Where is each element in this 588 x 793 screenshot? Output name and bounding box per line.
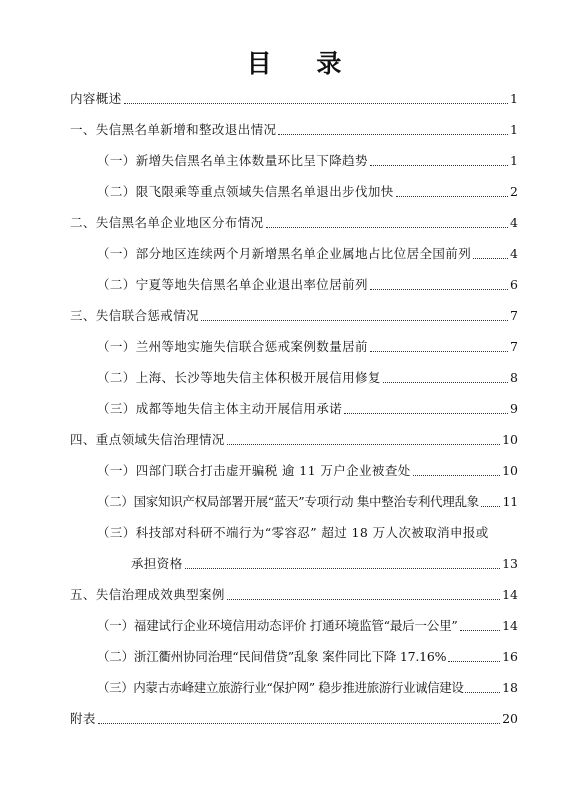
toc-leader-dots bbox=[383, 382, 508, 383]
toc-entry-text: （二）国家知识产权局部署开展“蓝天”专项行动 集中整治专利代理乱象 bbox=[97, 494, 479, 509]
toc-entry-text: （三）成都等地失信主体主动开展信用承诺 bbox=[97, 401, 343, 416]
toc-page-number: 7 bbox=[510, 339, 518, 354]
toc-leader-dots bbox=[185, 568, 500, 569]
toc-entry-text: （一）四部门联合打击虚开骗税 逾 11 万户企业被查处 bbox=[97, 463, 411, 478]
toc-leader-dots bbox=[396, 196, 508, 197]
toc-leader-dots bbox=[266, 227, 509, 228]
toc-leader-dots bbox=[201, 320, 508, 321]
toc-entry-text: 附表 bbox=[70, 711, 96, 726]
toc-entry[interactable] bbox=[70, 308, 518, 324]
toc-entry[interactable] bbox=[97, 401, 518, 417]
toc-page-number: 20 bbox=[502, 711, 518, 726]
toc-entry[interactable] bbox=[97, 618, 518, 634]
toc-page-number: 10 bbox=[502, 432, 518, 447]
toc-entry[interactable] bbox=[97, 277, 518, 293]
toc-entry[interactable] bbox=[70, 432, 518, 448]
toc-entry[interactable] bbox=[97, 339, 518, 355]
toc-page-number: 18 bbox=[502, 680, 518, 695]
toc-leader-dots bbox=[370, 289, 508, 290]
toc-entry[interactable] bbox=[70, 587, 518, 603]
toc-entry-text: （一）部分地区连续两个月新增黑名单企业属地占比位居全国前列 bbox=[97, 246, 472, 261]
toc-page-number: 14 bbox=[502, 587, 518, 602]
toc-page-number: 14 bbox=[502, 618, 518, 633]
toc-leader-dots bbox=[481, 506, 501, 507]
toc-leader-dots bbox=[473, 258, 508, 259]
toc-page-number: 4 bbox=[510, 215, 518, 230]
toc-leader-dots bbox=[413, 475, 500, 476]
toc-leader-dots bbox=[465, 692, 500, 693]
toc-leader-dots bbox=[278, 134, 508, 135]
toc-title: 目 录 bbox=[246, 49, 360, 78]
toc-entry-text: （三）内蒙古赤峰建立旅游行业“保护网” 稳步推进旅游行业诚信建设 bbox=[97, 680, 464, 695]
toc-page-number: 2 bbox=[510, 184, 518, 199]
toc-entry-text: （二）上海、长沙等地失信主体积极开展信用修复 bbox=[97, 370, 381, 385]
toc-leader-dots bbox=[227, 444, 500, 445]
toc-leader-dots bbox=[227, 599, 500, 600]
toc-leader-dots bbox=[344, 413, 508, 414]
toc-page-number: 13 bbox=[502, 556, 518, 571]
toc-page-number: 1 bbox=[510, 122, 518, 137]
toc-entry-text: 二、失信黑名单企业地区分布情况 bbox=[70, 215, 264, 230]
toc-entry-text: （一）福建试行企业环境信用动态评价 打通环境监管“最后一公里” bbox=[97, 618, 458, 633]
toc-page-number: 10 bbox=[502, 463, 518, 478]
toc-page-number: 7 bbox=[510, 308, 518, 323]
toc-page-number: 6 bbox=[510, 277, 518, 292]
toc-entry[interactable] bbox=[97, 370, 518, 386]
toc-entry[interactable] bbox=[97, 153, 518, 169]
toc-entry-text: 承担资格 bbox=[131, 556, 183, 571]
toc-entry-text: 内容概述 bbox=[70, 91, 122, 106]
toc-page-number: 11 bbox=[502, 494, 518, 509]
toc-entry[interactable] bbox=[97, 649, 518, 665]
toc-entry-text: 一、失信黑名单新增和整改退出情况 bbox=[70, 122, 277, 137]
toc-leader-dots bbox=[98, 723, 500, 724]
toc-leader-dots bbox=[370, 351, 508, 352]
toc-entry[interactable] bbox=[97, 494, 518, 510]
toc-entry-text-line1[interactable]: （三）科技部对科研不端行为“零容忍” 超过 18 万人次被取消申报或 bbox=[97, 525, 489, 540]
toc-entry-text: （二）限飞限乘等重点领域失信黑名单退出步伐加快 bbox=[97, 184, 394, 199]
toc-page-number: 8 bbox=[510, 370, 518, 385]
toc-entry-text: （一）兰州等地实施失信联合惩戒案例数量居前 bbox=[97, 339, 368, 354]
toc-entry-text: （一）新增失信黑名单主体数量环比呈下降趋势 bbox=[97, 153, 368, 168]
toc-leader-dots bbox=[448, 661, 500, 662]
toc-entry-text: （二）浙江衢州协同治理“民间借贷”乱象 案件同比下降 17.16% bbox=[97, 649, 447, 664]
toc-leader-dots bbox=[124, 103, 508, 104]
toc-entry[interactable] bbox=[70, 91, 518, 107]
toc-entry-text: 四、重点领域失信治理情况 bbox=[70, 432, 225, 447]
toc-entry-text: 三、失信联合惩戒情况 bbox=[70, 308, 200, 323]
toc-page-number: 4 bbox=[510, 246, 518, 261]
toc-entry[interactable] bbox=[70, 215, 518, 231]
toc-entry[interactable] bbox=[70, 711, 518, 727]
toc-page-number: 9 bbox=[510, 401, 518, 416]
toc-page-number: 1 bbox=[510, 91, 518, 106]
toc-entry[interactable] bbox=[97, 246, 518, 262]
toc-entry-text: （二）宁夏等地失信黑名单企业退出率位居前列 bbox=[97, 277, 368, 292]
toc-entry-text: 五、失信治理成效典型案例 bbox=[70, 587, 225, 602]
toc-entry[interactable] bbox=[70, 122, 518, 138]
toc-entry[interactable] bbox=[97, 184, 518, 200]
toc-entry[interactable] bbox=[131, 556, 518, 572]
toc-leader-dots bbox=[370, 165, 508, 166]
toc-entry[interactable] bbox=[97, 463, 518, 479]
toc-page-number: 1 bbox=[510, 153, 518, 168]
toc-leader-dots bbox=[460, 630, 501, 631]
toc-page-number: 16 bbox=[502, 649, 518, 664]
toc-entry[interactable] bbox=[97, 680, 518, 696]
